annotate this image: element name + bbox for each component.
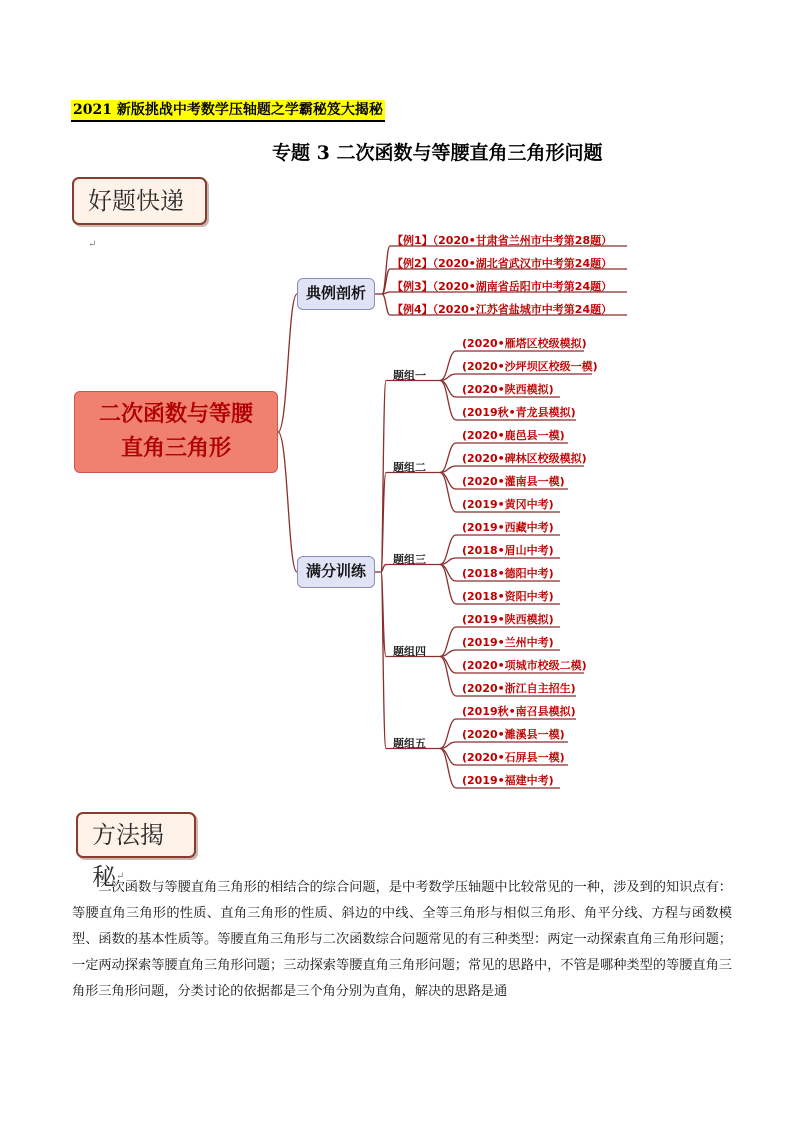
mind-map-leaf: (2020•濉溪县一模)	[462, 728, 565, 741]
paragraph-indent	[72, 880, 98, 895]
branch2-to-group	[381, 572, 386, 749]
return-mark-icon: ↵	[88, 239, 97, 250]
mind-map-leaf: (2020•鹿邑县一模)	[462, 429, 565, 442]
mind-map-leaf: 【例4】（2020•江苏省盐城市中考第24题）	[392, 303, 613, 316]
mind-map-leaf: (2020•碑林区校级模拟)	[462, 452, 587, 465]
group-leaf-line	[440, 650, 560, 657]
header-banner: 2021 新版挑战中考数学压轴题之学霸秘笈大揭秘	[71, 100, 385, 122]
mind-map-leaf: (2019•福建中考)	[462, 774, 554, 787]
mind-map-leaf: (2020•灌南县一模)	[462, 475, 565, 488]
mind-map-leaf: (2019•兰州中考)	[462, 636, 554, 649]
branch-typical-examples: 典例剖析	[297, 278, 375, 310]
group-label: 题组一	[393, 368, 426, 382]
mind-map-leaf: (2020•雁塔区校级模拟)	[462, 337, 587, 350]
return-mark-icon: ↵	[116, 871, 125, 882]
section-heading-text: 方法揭秘	[92, 821, 164, 891]
root-label-line1: 二次函数与等腰	[98, 402, 253, 427]
paragraph-text: 二次函数与等腰直角三角形的相结合的综合问题，是中考数学压轴题中比较常见的一种，涉及到的知识点有：等腰直角三角形的性质、直角三角形的性质、斜边的中线、全等三角形与相似三角形、角平分线、方程与函数模型、函数的基本性质等。等腰直角三角形与二次函数综合问题常见的有三种类型：两定一动探索直角三角形问题；一定两动探索等腰直角三角形问题；三动探索等腰直角三角形问题；常见的思路中，不管是哪种类型的等腰直角三角形三角形问题，分类讨论的依据都是三个角分别为直角，解决的思路是通	[72, 880, 732, 999]
group-label: 题组二	[393, 460, 426, 474]
root-label-line2: 直角三角形	[120, 436, 231, 461]
section-heading-good-problems	[72, 177, 207, 250]
root-to-branch1	[278, 294, 297, 432]
mind-map-leaf: (2019•陕西模拟)	[462, 613, 554, 626]
group-leaf-line	[440, 374, 592, 381]
mind-map-leaf: (2019•西藏中考)	[462, 521, 554, 534]
group-label: 题组五	[393, 736, 426, 750]
mind-map-leaf: (2019•黄冈中考)	[462, 498, 554, 511]
mind-map	[0, 230, 794, 800]
page-title: 专题 3 二次函数与等腰直角三角形问题	[272, 142, 603, 164]
group-leaf-line	[440, 558, 560, 565]
mind-map-leaf: 【例1】（2020•甘肃省兰州市中考第28题）	[392, 234, 613, 247]
group-leaf-line	[440, 742, 568, 749]
mind-map-leaf: 【例2】（2020•湖北省武汉市中考第24题）	[392, 257, 613, 270]
mind-map-leaf: (2019秋•青龙县模拟)	[462, 406, 576, 419]
mind-map-leaf: 【例3】（2020•湖南省岳阳市中考第24题）	[392, 280, 613, 293]
mind-map-leaf: (2020•陕西模拟)	[462, 383, 554, 396]
section-heading-text: 好题快递	[88, 187, 184, 215]
mind-map-leaf: (2020•浙江自主招生)	[462, 682, 576, 695]
mind-map-leaf: (2018•资阳中考)	[462, 590, 554, 603]
method-paragraph	[72, 875, 732, 1005]
group-leaf-line	[440, 466, 584, 473]
mind-map-leaf: (2020•石屏县一模)	[462, 751, 565, 764]
root-to-branch2	[278, 432, 297, 572]
group-label: 题组四	[393, 644, 426, 658]
mind-map-leaf: (2018•德阳中考)	[462, 567, 554, 580]
section-heading-method	[76, 812, 196, 891]
mind-map-leaf: (2020•沙坪坝区校级一模)	[462, 360, 598, 373]
group-label: 题组三	[393, 552, 426, 566]
mind-map-leaf: (2018•眉山中考)	[462, 544, 554, 557]
mind-map-leaf: (2020•项城市校级二模)	[462, 659, 587, 672]
mind-map-leaf: (2019秋•南召县模拟)	[462, 705, 576, 718]
mind-map-root	[74, 391, 278, 473]
branch-full-score-training: 满分训练	[297, 556, 375, 588]
